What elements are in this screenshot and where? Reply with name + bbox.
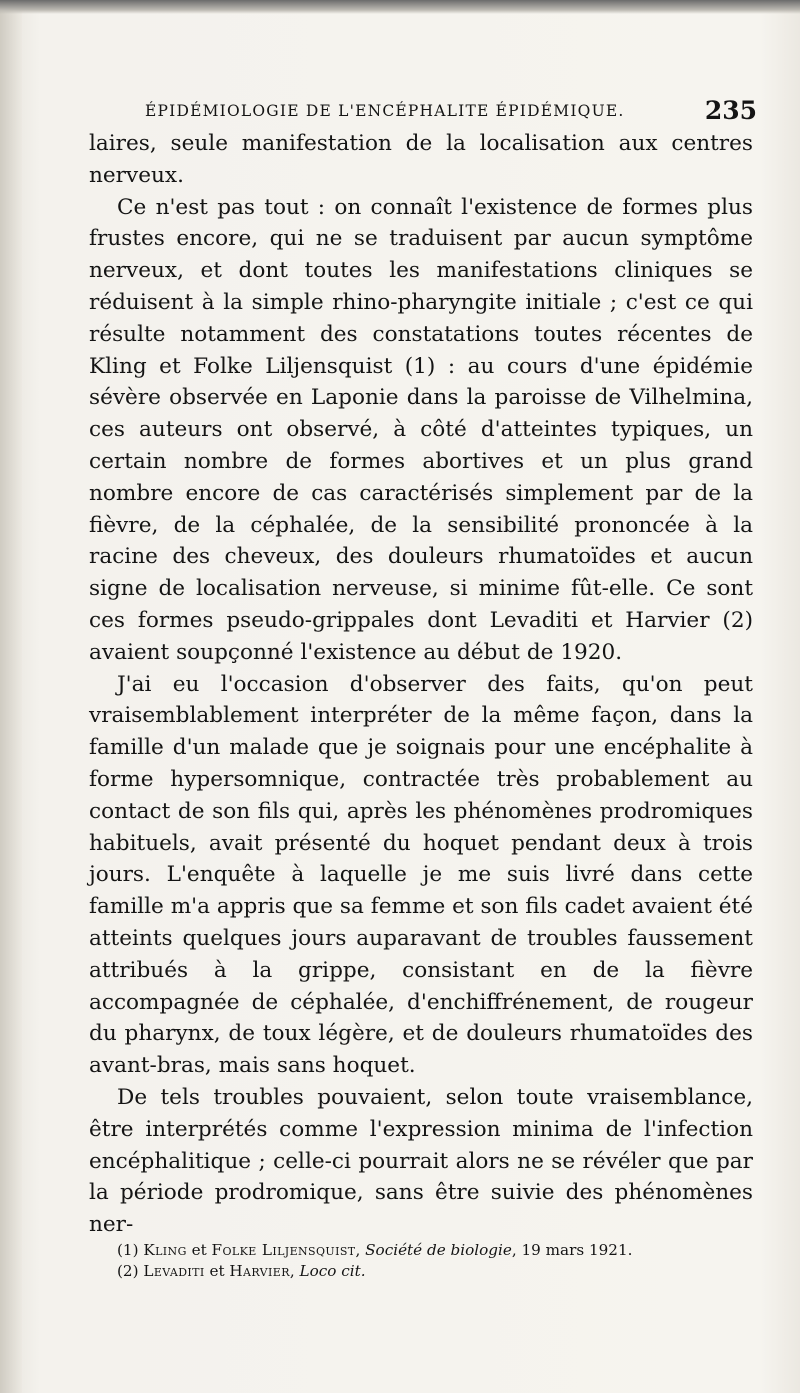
page-top-edge [0, 0, 800, 14]
footnote-author: Harvier [229, 1262, 290, 1280]
footnote-2: (2) Levaditi et Harvier, Loco cit. [117, 1262, 366, 1280]
footnote-author: Levaditi [143, 1262, 205, 1280]
paragraph-1: laires, seule manifestation de la localisation aux centres nerveux. [89, 131, 753, 188]
footnote-connector: et [209, 1262, 225, 1280]
page-gutter-shadow [0, 0, 22, 1393]
footnote-connector: et [191, 1241, 207, 1259]
footnote-author: Kling [143, 1241, 187, 1259]
footnote-source: Loco cit. [299, 1262, 366, 1280]
paragraph-4: De tels troubles pouvaient, selon toute vraisemblance, être interprétés comme l'expression minima de l'infection encéphalitique ; celle-ci pourrait alors ne se révéler que par la période prodromique, sans être suivie des phénomènes ner- [89, 1084, 753, 1238]
footnote-date: 19 mars 1921. [521, 1241, 633, 1259]
body-text [89, 128, 753, 1241]
footnote-marker: (1) [117, 1241, 139, 1259]
footnote-marker: (2) [117, 1262, 139, 1280]
footnote-author: Folke Liljensquist [211, 1241, 356, 1259]
page-header [145, 96, 757, 130]
paragraph-2: Ce n'est pas tout : on connaît l'existence de formes plus frustes encore, qui ne se traduisent par aucun symptôme nerveux, et dont toutes les manifestations cliniques se réduisent à la simple rhino-pharyngite initiale ; c'est ce qui résulte notamment des constatations toutes récentes de Kling et Folke Liljensquist (1) : au cours d'une épidémie sévère observée en Laponie dans la paroisse de Vilhelmina, ces auteurs ont observé, à côté d'atteintes typiques, un certain nombre de formes abortives et un plus grand nombre encore de cas caractérisés simplement par de la fièvre, de la céphalée, de la sensibilité prononcée à la racine des cheveux, des douleurs rhumatoïdes et aucun signe de localisation nerveuse, si minime fût-elle. Ce sont ces formes pseudo-grippales dont Levaditi et Harvier (2) avaient soupçonné l'existence au début de 1920. [89, 194, 753, 665]
paragraph-3: J'ai eu l'occasion d'observer des faits, qu'on peut vraisemblablement interpréter de la même façon, dans la famille d'un malade que je soignais pour une encéphalite à forme hypersomnique, contractée très probablement au contact de son fils qui, après les phénomènes prodromiques habituels, avait présenté du hoquet pendant deux à trois jours. L'enquête à laquelle je me suis livré dans cette famille m'a appris que sa femme et son fils cadet avaient été atteints quelques jours auparavant de troubles faussement attribués à la grippe, consistant en de la fièvre accompagnée de céphalée, d'enchiffrénement, de rougeur du pharynx, de toux légère, et de douleurs rhumatoïdes des avant-bras, mais sans hoquet. [89, 671, 753, 1079]
footnote-source: Société de biologie [365, 1241, 512, 1259]
footnotes [117, 1240, 757, 1282]
footnote-1: (1) Kling et Folke Liljensquist, Société de biologie, 19 mars 1921. [117, 1241, 633, 1259]
running-head: ÉPIDÉMIOLOGIE DE L'ENCÉPHALITE ÉPIDÉMIQUE. [145, 102, 625, 120]
page-number: 235 [704, 96, 757, 125]
